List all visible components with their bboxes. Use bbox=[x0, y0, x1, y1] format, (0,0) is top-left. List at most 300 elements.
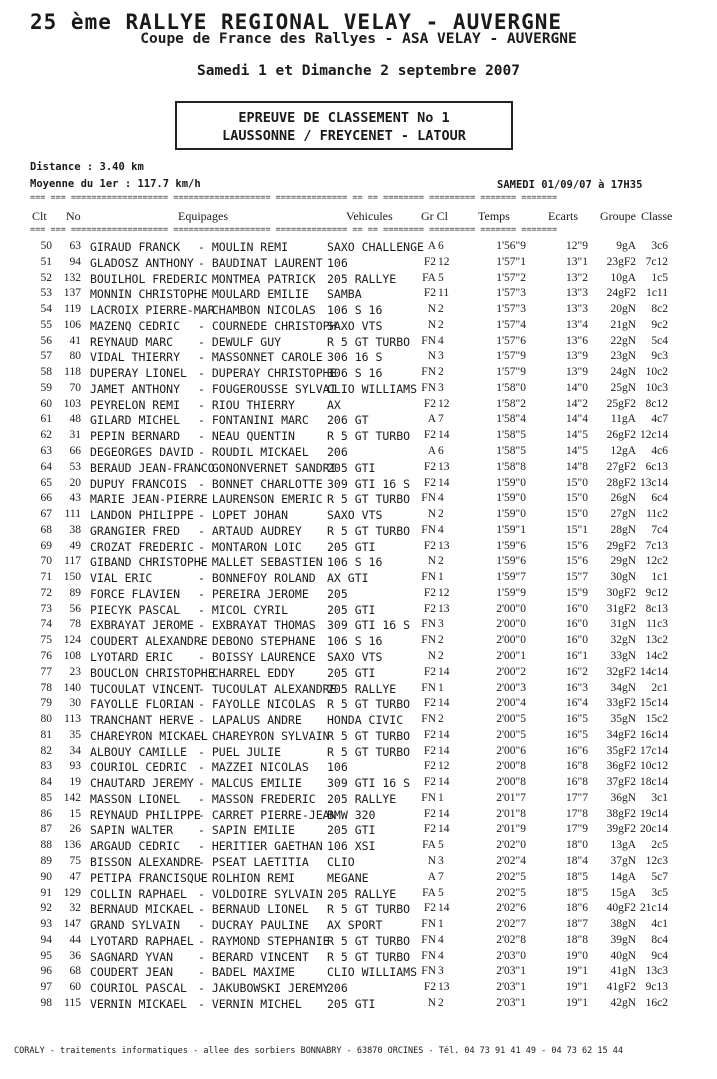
column-header-clt: Clt bbox=[32, 209, 47, 223]
driver-cell: LYOTARD RAPHAEL bbox=[90, 933, 194, 948]
group-code-cell: F2 bbox=[423, 460, 436, 473]
class-code-cell: 11 bbox=[438, 287, 450, 300]
driver-cell: LANDON PHILIPPE bbox=[90, 508, 194, 523]
codriver-cell: - FAYOLLE NICOLAS bbox=[198, 697, 316, 712]
group-code-cell: F2 bbox=[423, 429, 436, 442]
gap-cell: 13"2 bbox=[566, 271, 588, 284]
vehicle-cell: R 5 GT TURBO bbox=[327, 949, 411, 964]
group-rank-cell: 37gN bbox=[610, 855, 636, 868]
table-row bbox=[0, 398, 717, 414]
rank-cell: 74 bbox=[40, 618, 52, 631]
column-header-gr-cl: Gr Cl bbox=[421, 209, 448, 223]
rank-cell: 77 bbox=[40, 665, 52, 678]
vehicle-cell: 205 GTI bbox=[327, 602, 376, 617]
group-code-cell: F2 bbox=[423, 586, 436, 599]
car-number-cell: 80 bbox=[69, 350, 81, 363]
codriver-cell: - FONTANINI MARC bbox=[198, 413, 309, 428]
rank-cell: 82 bbox=[40, 744, 52, 757]
time-cell: 2'00"8 bbox=[496, 776, 526, 789]
table-row bbox=[0, 382, 717, 398]
car-number-cell: 66 bbox=[69, 445, 81, 457]
footer-credits: CORALY - traitements informatiques - allee des sorbiers BONNABRY - 63870 ORCINES - Tél. 04 73 91 41 49 - 04 73 62 15 44 bbox=[14, 1046, 623, 1056]
class-code-cell: 13 bbox=[438, 602, 450, 615]
table-row bbox=[0, 776, 717, 792]
group-rank-cell: 42gN bbox=[610, 996, 636, 1009]
car-number-cell: 140 bbox=[63, 681, 81, 694]
class-rank-cell: 14c2 bbox=[645, 650, 668, 663]
rank-cell: 81 bbox=[40, 728, 52, 741]
vehicle-cell: 309 GTI 16 S bbox=[327, 476, 411, 491]
time-cell: 1'59"0 bbox=[496, 492, 526, 505]
car-number-cell: 20 bbox=[69, 476, 81, 489]
group-rank-cell: 36gF2 bbox=[606, 760, 636, 773]
class-code-cell: 1 bbox=[438, 918, 444, 931]
group-code-cell: FN bbox=[421, 791, 436, 804]
codriver-cell: - FOUGEROUSSE SYLVAI bbox=[198, 381, 337, 396]
class-code-cell: 4 bbox=[438, 949, 444, 962]
car-number-cell: 38 bbox=[69, 523, 81, 536]
vehicle-cell: R 5 GT TURBO bbox=[327, 902, 411, 917]
group-code-cell: F2 bbox=[423, 397, 436, 410]
time-cell: 2'00"2 bbox=[496, 665, 526, 678]
codriver-cell: - CARRET PIERRE-JEAN bbox=[198, 807, 337, 822]
codriver-cell: - MALLET SEBASTIEN bbox=[198, 555, 323, 570]
group-code-cell: N bbox=[427, 508, 436, 521]
group-code-cell: FN bbox=[421, 492, 436, 505]
rank-cell: 86 bbox=[40, 807, 52, 820]
group-code-cell: FA bbox=[422, 839, 436, 852]
car-number-cell: 124 bbox=[63, 634, 81, 647]
time-cell: 1'57"6 bbox=[496, 334, 526, 347]
group-rank-cell: 28gF2 bbox=[606, 476, 636, 489]
gap-cell: 17"8 bbox=[566, 807, 588, 820]
car-number-cell: 56 bbox=[69, 602, 81, 615]
class-rank-cell: 8c13 bbox=[645, 602, 668, 615]
group-code-cell: FN bbox=[421, 571, 436, 584]
group-rank-cell: 32gF2 bbox=[606, 665, 636, 678]
table-row bbox=[0, 918, 717, 934]
codriver-cell: - MASSONNET CAROLE bbox=[198, 350, 323, 365]
car-number-cell: 106 bbox=[63, 318, 81, 331]
rank-cell: 50 bbox=[40, 240, 52, 252]
gap-cell: 18"5 bbox=[566, 870, 588, 883]
driver-cell: GIRAUD FRANCK bbox=[90, 240, 181, 254]
rank-cell: 63 bbox=[40, 445, 52, 457]
group-code-cell: FN bbox=[421, 918, 436, 931]
gap-cell: 13"3 bbox=[566, 287, 588, 300]
rank-cell: 71 bbox=[40, 571, 52, 584]
group-rank-cell: 24gF2 bbox=[606, 287, 636, 300]
table-row bbox=[0, 745, 717, 761]
driver-cell: TRANCHANT HERVE bbox=[90, 713, 194, 728]
table-row bbox=[0, 603, 717, 619]
car-number-cell: 32 bbox=[69, 902, 81, 915]
time-cell: 2'02"8 bbox=[496, 933, 526, 946]
car-number-cell: 36 bbox=[69, 949, 81, 962]
driver-cell: EXBRAYAT JEROME bbox=[90, 618, 194, 633]
table-row bbox=[0, 902, 717, 918]
vehicle-cell: 206 bbox=[327, 981, 348, 996]
driver-cell: TUCOULAT VINCENT bbox=[90, 681, 201, 696]
time-cell: 2'00"8 bbox=[496, 760, 526, 773]
group-code-cell: F2 bbox=[423, 602, 436, 615]
group-rank-cell: 39gF2 bbox=[606, 823, 636, 836]
table-row bbox=[0, 839, 717, 855]
rank-cell: 73 bbox=[40, 602, 52, 615]
group-rank-cell: 35gF2 bbox=[606, 744, 636, 757]
codriver-cell: - RAYMOND STEPHANIE bbox=[198, 933, 330, 948]
group-code-cell: F2 bbox=[423, 807, 436, 820]
class-code-cell: 5 bbox=[438, 839, 444, 852]
codriver-cell: - MONTARON LOIC bbox=[198, 539, 302, 554]
car-number-cell: 136 bbox=[63, 839, 81, 852]
class-rank-cell: 20c14 bbox=[640, 823, 669, 836]
codriver-cell: - ROUDIL MICKAEL bbox=[198, 445, 309, 459]
vehicle-cell: SAXO VTS bbox=[327, 508, 383, 523]
group-code-cell: F2 bbox=[423, 728, 436, 741]
codriver-cell: - MASSON FREDERIC bbox=[198, 791, 316, 806]
stage-route: LAUSSONNE / FREYCENET - LATOUR bbox=[222, 128, 466, 144]
class-rank-cell: 8c4 bbox=[651, 933, 668, 946]
gap-cell: 12"9 bbox=[566, 240, 588, 252]
rank-cell: 66 bbox=[40, 492, 52, 505]
table-row bbox=[0, 997, 717, 1013]
time-cell: 1'58"5 bbox=[496, 429, 526, 442]
gap-cell: 16"5 bbox=[566, 713, 588, 726]
group-code-cell: FN bbox=[421, 713, 436, 726]
gap-cell: 15"7 bbox=[566, 571, 588, 584]
group-rank-cell: 34gF2 bbox=[606, 728, 636, 741]
group-rank-cell: 12gA bbox=[610, 445, 636, 457]
group-code-cell: FN bbox=[421, 949, 436, 962]
group-code-cell: N bbox=[427, 350, 436, 363]
car-number-cell: 78 bbox=[69, 618, 81, 631]
table-row bbox=[0, 855, 717, 871]
codriver-cell: - VOLDOIRE SYLVAIN bbox=[198, 886, 323, 901]
table-row bbox=[0, 319, 717, 335]
car-number-cell: 137 bbox=[63, 287, 81, 300]
rank-cell: 97 bbox=[40, 981, 52, 994]
vehicle-cell: HONDA CIVIC bbox=[327, 713, 404, 728]
time-cell: 1'59"9 bbox=[496, 586, 526, 599]
gap-cell: 19"1 bbox=[566, 965, 588, 978]
car-number-cell: 23 bbox=[69, 665, 81, 678]
rank-cell: 76 bbox=[40, 650, 52, 663]
table-row bbox=[0, 335, 717, 351]
table-row bbox=[0, 477, 717, 493]
gap-cell: 16"0 bbox=[566, 634, 588, 647]
class-code-cell: 14 bbox=[438, 807, 450, 820]
driver-cell: LACROIX PIERRE-MAR bbox=[90, 303, 215, 318]
car-number-cell: 68 bbox=[69, 965, 81, 978]
codriver-cell: - CHAREYRON SYLVAIN bbox=[198, 728, 330, 743]
codriver-cell: - PUEL JULIE bbox=[198, 744, 282, 759]
time-cell: 1'58"2 bbox=[496, 397, 526, 410]
class-code-cell: 3 bbox=[438, 381, 444, 394]
column-header-gap: Ecarts bbox=[548, 209, 578, 223]
class-code-cell: 14 bbox=[438, 665, 450, 678]
group-rank-cell: 21gN bbox=[610, 318, 636, 331]
gap-cell: 18"6 bbox=[566, 902, 588, 915]
car-number-cell: 43 bbox=[69, 492, 81, 505]
codriver-cell: - VERNIN MICHEL bbox=[198, 996, 302, 1011]
codriver-cell: - BONNEFOY ROLAND bbox=[198, 571, 316, 586]
codriver-cell: - NEAU QUENTIN bbox=[198, 429, 295, 444]
class-code-cell: 6 bbox=[438, 445, 444, 457]
rank-cell: 87 bbox=[40, 823, 52, 836]
driver-cell: MARIE JEAN-PIERRE bbox=[90, 492, 208, 507]
class-rank-cell: 2c1 bbox=[651, 681, 668, 694]
class-rank-cell: 10c3 bbox=[645, 381, 668, 394]
table-row bbox=[0, 965, 717, 981]
stage-datetime: SAMEDI 01/09/07 à 17H35 bbox=[497, 179, 643, 191]
rank-cell: 96 bbox=[40, 965, 52, 978]
group-rank-cell: 34gN bbox=[610, 681, 636, 694]
rank-cell: 70 bbox=[40, 555, 52, 568]
time-cell: 1'59"6 bbox=[496, 555, 526, 568]
table-row bbox=[0, 445, 717, 461]
car-number-cell: 147 bbox=[63, 918, 81, 931]
rank-cell: 60 bbox=[40, 397, 52, 410]
rank-cell: 75 bbox=[40, 634, 52, 647]
time-cell: 1'56"9 bbox=[496, 240, 526, 252]
gap-cell: 13"1 bbox=[566, 255, 588, 268]
codriver-cell: - BONNET CHARLOTTE bbox=[198, 476, 323, 491]
table-row bbox=[0, 571, 717, 587]
codriver-cell: - DUCRAY PAULINE bbox=[198, 918, 309, 933]
gap-cell: 14"8 bbox=[566, 460, 588, 473]
group-code-cell: F2 bbox=[423, 776, 436, 789]
vehicle-cell: 306 S 16 bbox=[327, 366, 383, 381]
class-code-cell: 12 bbox=[438, 255, 450, 268]
class-rank-cell: 3c1 bbox=[651, 791, 668, 804]
class-rank-cell: 17c14 bbox=[640, 744, 669, 757]
driver-cell: COUDERT JEAN bbox=[90, 965, 174, 980]
group-rank-cell: 39gN bbox=[610, 933, 636, 946]
vehicle-cell: 106 bbox=[327, 760, 348, 775]
group-code-cell: N bbox=[427, 555, 436, 568]
rank-cell: 67 bbox=[40, 508, 52, 521]
group-code-cell: N bbox=[427, 650, 436, 663]
vehicle-cell: R 5 GT TURBO bbox=[327, 429, 411, 444]
driver-cell: BERAUD JEAN-FRANCO bbox=[90, 460, 215, 475]
group-code-cell: A bbox=[427, 870, 436, 883]
gap-cell: 18"8 bbox=[566, 933, 588, 946]
table-row bbox=[0, 682, 717, 698]
class-rank-cell: 19c14 bbox=[640, 807, 669, 820]
column-header-time: Temps bbox=[478, 209, 510, 223]
group-rank-cell: 10gA bbox=[610, 271, 636, 284]
car-number-cell: 19 bbox=[69, 776, 81, 789]
codriver-cell: - ARTAUD AUDREY bbox=[198, 523, 302, 538]
group-rank-cell: 37gF2 bbox=[606, 776, 636, 789]
class-code-cell: 5 bbox=[438, 886, 444, 899]
class-rank-cell: 7c13 bbox=[645, 539, 668, 552]
group-code-cell: F2 bbox=[423, 823, 436, 836]
class-rank-cell: 13c3 bbox=[645, 965, 668, 978]
time-cell: 1'57"3 bbox=[496, 287, 526, 300]
class-code-cell: 2 bbox=[438, 318, 444, 331]
vehicle-cell: AX bbox=[327, 397, 341, 412]
group-rank-cell: 26gN bbox=[610, 492, 636, 505]
group-rank-cell: 38gF2 bbox=[606, 807, 636, 820]
time-cell: 2'03"1 bbox=[496, 965, 526, 978]
table-row bbox=[0, 240, 717, 256]
class-code-cell: 6 bbox=[438, 240, 444, 252]
codriver-cell: - JAKUBOWSKI JEREMY bbox=[198, 981, 330, 996]
column-header-class: Classe bbox=[641, 209, 673, 223]
gap-cell: 15"0 bbox=[566, 508, 588, 521]
gap-cell: 19"0 bbox=[566, 949, 588, 962]
rank-cell: 58 bbox=[40, 366, 52, 379]
group-rank-cell: 26gF2 bbox=[606, 429, 636, 442]
gap-cell: 16"0 bbox=[566, 618, 588, 631]
time-cell: 2'02"5 bbox=[496, 870, 526, 883]
class-code-cell: 4 bbox=[438, 334, 444, 347]
column-header-vehicle: Vehicules bbox=[346, 209, 393, 223]
group-code-cell: F2 bbox=[423, 744, 436, 757]
car-number-cell: 63 bbox=[69, 240, 81, 252]
codriver-cell: - MOULARD EMILIE bbox=[198, 287, 309, 302]
vehicle-cell: BMW 320 bbox=[327, 807, 376, 822]
group-code-cell: F2 bbox=[423, 902, 436, 915]
gap-cell: 15"6 bbox=[566, 555, 588, 568]
car-number-cell: 49 bbox=[69, 539, 81, 552]
time-cell: 1'59"6 bbox=[496, 539, 526, 552]
class-code-cell: 2 bbox=[438, 555, 444, 568]
codriver-cell: - EXBRAYAT THOMAS bbox=[198, 618, 316, 633]
class-rank-cell: 3c5 bbox=[651, 886, 668, 899]
group-rank-cell: 25gF2 bbox=[606, 397, 636, 410]
driver-cell: CHAREYRON MICKAEL bbox=[90, 728, 208, 743]
class-code-cell: 4 bbox=[438, 492, 444, 505]
rank-cell: 91 bbox=[40, 886, 52, 899]
car-number-cell: 53 bbox=[69, 460, 81, 473]
time-cell: 2'01"9 bbox=[496, 823, 526, 836]
stage-average-speed: Moyenne du 1er : 117.7 km/h bbox=[30, 178, 201, 190]
car-number-cell: 93 bbox=[69, 760, 81, 773]
class-rank-cell: 9c3 bbox=[651, 350, 668, 363]
class-rank-cell: 11c3 bbox=[646, 618, 668, 631]
time-cell: 2'03"1 bbox=[496, 996, 526, 1009]
driver-cell: CHAUTARD JEREMY bbox=[90, 776, 194, 791]
car-number-cell: 15 bbox=[69, 807, 81, 820]
time-cell: 1'57"9 bbox=[496, 350, 526, 363]
rank-cell: 80 bbox=[40, 713, 52, 726]
time-cell: 2'03"1 bbox=[496, 981, 526, 994]
class-code-cell: 3 bbox=[438, 855, 444, 868]
vehicle-cell: 205 GTI bbox=[327, 996, 376, 1011]
driver-cell: SAGNARD YVAN bbox=[90, 949, 174, 964]
group-code-cell: FN bbox=[421, 634, 436, 647]
time-cell: 2'00"0 bbox=[496, 618, 526, 631]
driver-cell: COUDERT ALEXANDRE bbox=[90, 634, 208, 649]
time-cell: 2'00"5 bbox=[496, 728, 526, 741]
class-rank-cell: 1c1 bbox=[651, 571, 668, 584]
stage-box bbox=[175, 101, 513, 150]
group-rank-cell: 14gA bbox=[610, 870, 636, 883]
driver-cell: SAPIN WALTER bbox=[90, 823, 174, 838]
rank-cell: 88 bbox=[40, 839, 52, 852]
table-row bbox=[0, 287, 717, 303]
car-number-cell: 117 bbox=[64, 555, 81, 568]
driver-cell: VERNIN MICKAEL bbox=[90, 996, 187, 1011]
codriver-cell: - BERARD VINCENT bbox=[198, 949, 309, 964]
group-rank-cell: 24gN bbox=[610, 366, 636, 379]
car-number-cell: 41 bbox=[69, 334, 81, 347]
class-rank-cell: 11c2 bbox=[646, 508, 668, 521]
time-cell: 2'00"4 bbox=[496, 697, 526, 710]
rank-cell: 59 bbox=[40, 381, 52, 394]
group-code-cell: F2 bbox=[423, 476, 436, 489]
class-rank-cell: 7c12 bbox=[645, 255, 668, 268]
driver-cell: FORCE FLAVIEN bbox=[90, 586, 181, 601]
time-cell: 2'02"4 bbox=[496, 855, 526, 868]
group-code-cell: FA bbox=[422, 886, 436, 899]
table-row bbox=[0, 697, 717, 713]
table-row bbox=[0, 508, 717, 524]
driver-cell: CROZAT FREDERIC bbox=[90, 539, 194, 554]
class-code-cell: 2 bbox=[438, 650, 444, 663]
rank-cell: 65 bbox=[40, 476, 52, 489]
time-cell: 1'59"7 bbox=[496, 571, 526, 584]
driver-cell: BERNAUD MICKAEL bbox=[90, 902, 194, 917]
codriver-cell: - BERNAUD LIONEL bbox=[198, 902, 309, 917]
vehicle-cell: 205 GTI bbox=[327, 460, 376, 475]
rank-cell: 56 bbox=[40, 334, 52, 347]
header-separator-bottom: === === =================== =================== ============== == == ======== ========= ======= ======= bbox=[30, 225, 558, 235]
group-rank-cell: 40gF2 bbox=[606, 902, 636, 915]
codriver-cell: - CHAMBON NICOLAS bbox=[198, 303, 316, 318]
class-rank-cell: 6c13 bbox=[645, 460, 668, 473]
vehicle-cell: R 5 GT TURBO bbox=[327, 697, 411, 712]
vehicle-cell: 205 RALLYE bbox=[327, 886, 397, 901]
table-row bbox=[0, 634, 717, 650]
car-number-cell: 44 bbox=[69, 933, 81, 946]
codriver-cell: - DEBONO STEPHANE bbox=[198, 634, 316, 649]
gap-cell: 16"0 bbox=[566, 602, 588, 615]
rank-cell: 55 bbox=[40, 318, 52, 331]
table-row bbox=[0, 413, 717, 429]
vehicle-cell: 309 GTI 16 S bbox=[327, 776, 411, 791]
time-cell: 2'02"0 bbox=[496, 839, 526, 852]
codriver-cell: - COURNEDE CHRISTOPH bbox=[198, 318, 337, 333]
time-cell: 2'00"6 bbox=[496, 744, 526, 757]
class-rank-cell: 1c5 bbox=[651, 271, 668, 284]
rank-cell: 98 bbox=[40, 996, 52, 1009]
vehicle-cell: 205 RALLYE bbox=[327, 271, 397, 286]
codriver-cell: - BAUDINAT LAURENT bbox=[198, 255, 323, 270]
codriver-cell: - TUCOULAT ALEXANDRE bbox=[198, 681, 337, 696]
class-rank-cell: 7c4 bbox=[651, 523, 668, 536]
time-cell: 2'00"0 bbox=[496, 634, 526, 647]
gap-cell: 14"4 bbox=[566, 413, 588, 426]
codriver-cell: - DUPERAY CHRISTOPHE bbox=[198, 366, 337, 381]
class-code-cell: 13 bbox=[438, 539, 450, 552]
vehicle-cell: MEGANE bbox=[327, 870, 369, 885]
class-code-cell: 2 bbox=[438, 508, 444, 521]
class-rank-cell: 16c14 bbox=[640, 728, 669, 741]
car-number-cell: 132 bbox=[63, 271, 81, 284]
group-rank-cell: 28gN bbox=[610, 523, 636, 536]
group-rank-cell: 30gN bbox=[610, 571, 636, 584]
rank-cell: 57 bbox=[40, 350, 52, 363]
car-number-cell: 119 bbox=[64, 303, 81, 316]
car-number-cell: 115 bbox=[64, 996, 81, 1009]
class-rank-cell: 9c4 bbox=[651, 949, 668, 962]
table-row bbox=[0, 934, 717, 950]
group-rank-cell: 23gF2 bbox=[606, 255, 636, 268]
